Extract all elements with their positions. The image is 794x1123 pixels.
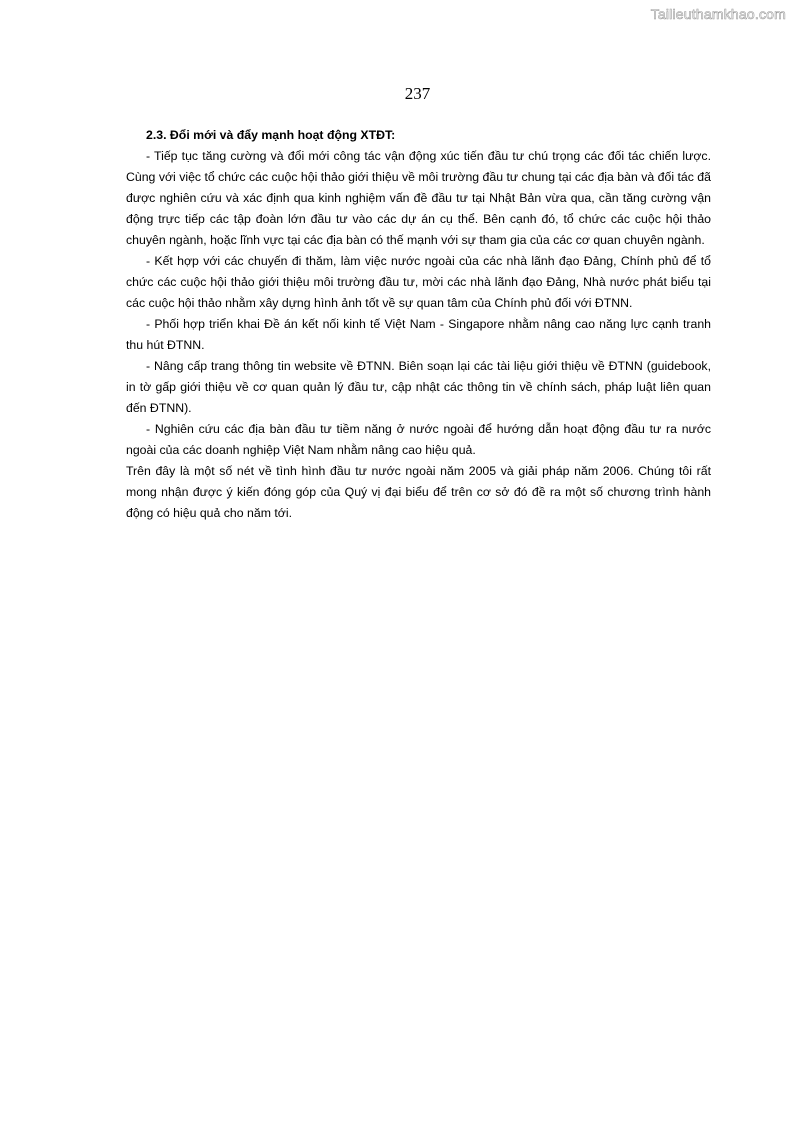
paragraph-strategic-partners: - Tiếp tục tăng cường và đổi mới công tác vận động xúc tiến đầu tư chú trọng các đối tác chiến lược. Cùng với việc tổ chức các cuộc hội thảo giới thiệu về môi trường đầu tư chung tại các địa bàn và đối tác đã được nghiên cứu và xác định qua kinh nghiệm vấn đề đầu tư tại Nhật Bản vừa qua, cần tăng cường vận động trực tiếp các tập đoàn lớn đầu tư vào các dự án cụ thể. Bên cạnh đó, tổ chức các cuộc hội thảo chuyên ngành, hoặc lĩnh vực tại các địa bàn có thế mạnh với sự tham gia của các cơ quan chuyên ngành. bbox=[126, 149, 711, 247]
paragraph-leader-visits: - Kết hợp với các chuyến đi thăm, làm việc nước ngoài của các nhà lãnh đạo Đảng, Chính phủ để tổ chức các cuộc hội thảo giới thiệu môi trường đầu tư, mời các nhà lãnh đạo Đảng, Nhà nước phát biểu tại các cuộc hội thảo nhằm xây dựng hình ảnh tốt về sự quan tâm của Chính phủ đối với ĐTNN. bbox=[126, 254, 711, 310]
section-heading: 2.3. Đổi mới và đẩy mạnh hoạt động XTĐT: bbox=[146, 128, 396, 142]
document-body bbox=[126, 125, 711, 524]
paragraph-vietnam-singapore: - Phối hợp triển khai Đề án kết nối kinh tế Việt Nam - Singapore nhằm nâng cao năng lực cạnh tranh thu hút ĐTNN. bbox=[126, 317, 711, 352]
paragraph-outward-investment: - Nghiên cứu các địa bàn đầu tư tiềm năng ở nước ngoài để hướng dẫn hoạt động đầu tư ra nước ngoài của các doanh nghiệp Việt Nam nhằm nâng cao hiệu quả. bbox=[126, 422, 711, 457]
paragraph-website-upgrade: - Nâng cấp trang thông tin website về ĐTNN. Biên soạn lại các tài liệu giới thiệu về ĐTNN (guidebook, in tờ gấp giới thiệu về cơ quan quản lý đầu tư, cập nhật các thông tin về chính sách, pháp luật liên quan đến ĐTNN). bbox=[126, 359, 711, 415]
page-number: 237 bbox=[404, 84, 431, 103]
paragraph-conclusion: Trên đây là một số nét về tình hình đầu tư nước ngoài năm 2005 và giải pháp năm 2006. Chúng tôi rất mong nhận được ý kiến đóng góp của Quý vị đại biểu để trên cơ sở đó đề ra một số chương trình hành động có hiệu quả cho năm tới. bbox=[126, 464, 711, 520]
watermark-text: Tailieuthamkhao.com bbox=[650, 6, 786, 22]
